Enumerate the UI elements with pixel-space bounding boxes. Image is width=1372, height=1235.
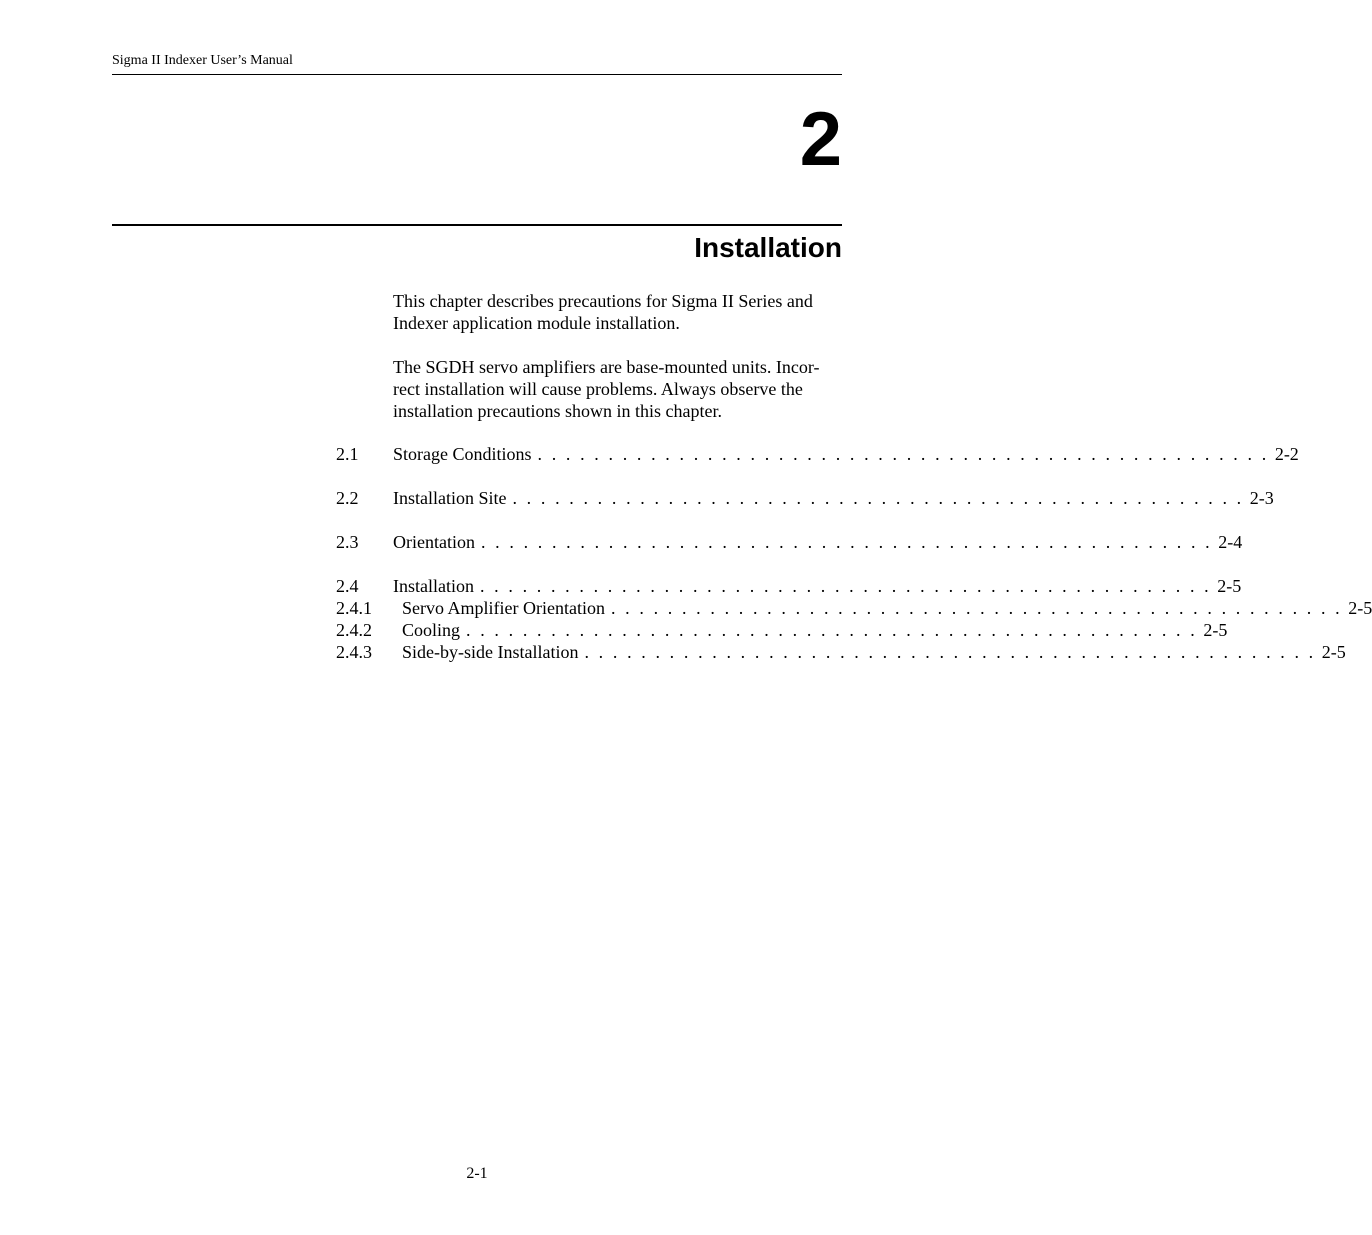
toc-leader-dots: . . . . . . . . . . . . . . . . . . . . . . . . . . . . . . . . . . . . . . . . . . . . . . . . . . . . <box>480 532 1213 552</box>
toc-section-number: 2.4 <box>336 576 359 596</box>
intro-paragraph-1: This chapter describes precautions for Sigma II Series and Indexer application module installation. <box>393 291 813 333</box>
page-number: 2-1 <box>466 1165 488 1182</box>
toc-leader-dots: . . . . . . . . . . . . . . . . . . . . . . . . . . . . . . . . . . . . . . . . . . . . . . . . . . . . <box>610 598 1343 618</box>
toc-leader-dots: . . . . . . . . . . . . . . . . . . . . . . . . . . . . . . . . . . . . . . . . . . . . . . . . . . . . <box>584 642 1316 662</box>
toc-section-title: Installation Site <box>393 488 507 508</box>
toc-leader-dots: . . . . . . . . . . . . . . . . . . . . . . . . . . . . . . . . . . . . . . . . . . . . . . . . . . . . <box>537 444 1269 464</box>
intro-paragraph-2: The SGDH servo amplifiers are base-mounted units. Incor-rect installation will cause problems. Always observe the installation precautions shown in this chapter. <box>393 357 820 421</box>
toc-leader-dots: . . . . . . . . . . . . . . . . . . . . . . . . . . . . . . . . . . . . . . . . . . . . . . . . . . . . <box>466 620 1198 640</box>
toc-section-title: Servo Amplifier Orientation <box>402 598 605 618</box>
toc-entry[interactable] <box>336 597 1372 619</box>
toc-entry[interactable] <box>336 641 1346 663</box>
toc-section-title: Storage Conditions <box>393 444 532 464</box>
toc-section-title: Orientation <box>393 532 475 552</box>
toc-leader-dots: . . . . . . . . . . . . . . . . . . . . . . . . . . . . . . . . . . . . . . . . . . . . . . . . . . . . <box>512 488 1244 508</box>
toc-entry[interactable] <box>336 443 1299 465</box>
toc-section-number: 2.3 <box>336 532 359 552</box>
toc-section-title: Installation <box>393 576 474 596</box>
toc-section-title: Side-by-side Installation <box>402 642 579 662</box>
toc-page-number: 2-5 <box>1321 642 1346 662</box>
chapter-intro <box>393 290 842 444</box>
toc-entry[interactable] <box>336 487 1274 509</box>
toc-page-number: 2-5 <box>1348 598 1372 618</box>
toc-section-number: 2.4.2 <box>336 620 372 640</box>
chapter-divider <box>112 224 842 226</box>
toc-page-number: 2-2 <box>1274 444 1299 464</box>
header-divider <box>112 74 842 75</box>
chapter-number: 2 <box>799 97 842 182</box>
toc-entry[interactable] <box>336 531 1243 553</box>
toc-leader-dots: . . . . . . . . . . . . . . . . . . . . . . . . . . . . . . . . . . . . . . . . . . . . . . . . . . . . <box>479 576 1212 596</box>
toc-page-number: 2-5 <box>1203 620 1228 640</box>
toc-section-number: 2.4.3 <box>336 642 372 662</box>
toc-entry[interactable] <box>336 619 1228 641</box>
running-header: Sigma II Indexer User’s Manual <box>112 53 293 68</box>
chapter-title: Installation <box>694 232 842 263</box>
toc-page-number: 2-4 <box>1218 532 1243 552</box>
toc-page-number: 2-5 <box>1217 576 1242 596</box>
toc-page-number: 2-3 <box>1249 488 1274 508</box>
table-of-contents <box>336 443 1372 663</box>
toc-section-number: 2.4.1 <box>336 598 372 618</box>
toc-section-title: Cooling <box>402 620 461 640</box>
toc-section-number: 2.1 <box>336 444 359 464</box>
toc-entry[interactable] <box>336 575 1242 597</box>
toc-section-number: 2.2 <box>336 488 359 508</box>
